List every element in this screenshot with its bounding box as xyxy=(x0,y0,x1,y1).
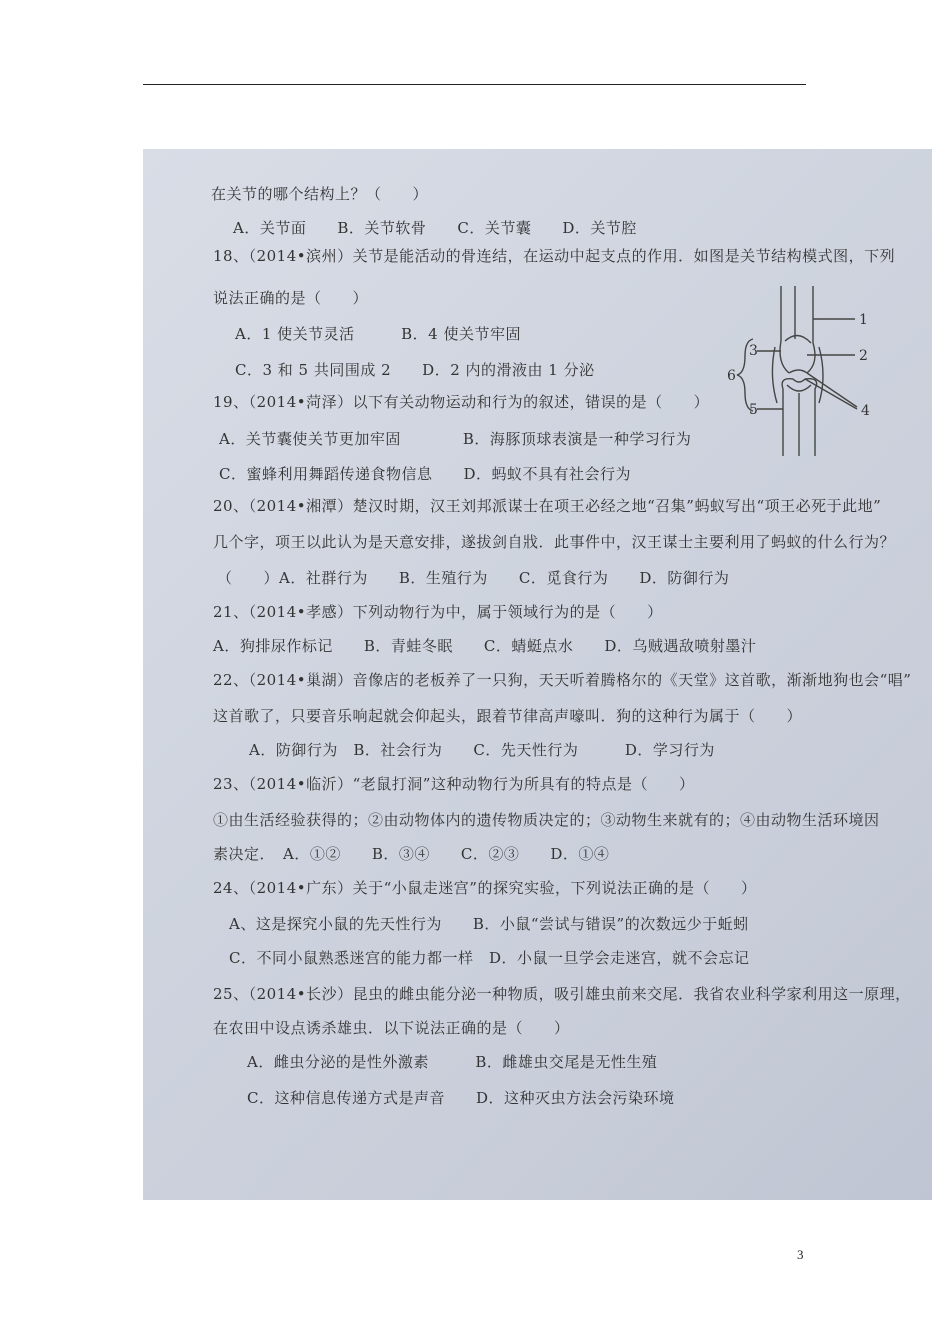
text-line: C．蜜蜂利用舞蹈传递食物信息 D．蚂蚁不具有社会行为 xyxy=(219,465,632,483)
text-line: ①由生活经验获得的；②由动物体内的遗传物质决定的；③动物生来就有的；④由动物生活环境因 xyxy=(213,811,880,829)
page-number: 3 xyxy=(797,1247,804,1262)
text-line: A、这是探究小鼠的先天性行为 B．小鼠“尝试与错误”的次数远少于蚯蚓 xyxy=(229,915,749,933)
text-line: 在农田中设点诱杀雄虫．以下说法正确的是（ ） xyxy=(213,1019,570,1037)
question-21: 21、（2014•孝感）下列动物行为中，属于领域行为的是（ ） xyxy=(213,603,663,621)
header-rule xyxy=(143,84,806,85)
text-line: 这首歌了，只要音乐响起就会仰起头，跟着节律高声嚎叫．狗的这种行为属于（ ） xyxy=(213,707,803,725)
joint-structure-diagram xyxy=(723,281,898,459)
question-18: 18、（2014•滨州）关节是能活动的骨连结，在运动中起支点的作用．如图是关节结构模式图，下列 xyxy=(213,247,896,265)
text-line: A．雌虫分泌的是性外激素 B．雌雄虫交尾是无性生殖 xyxy=(247,1053,658,1071)
scanned-page-photo xyxy=(143,149,932,1200)
text-line: C．3 和 5 共同围成 2 D．2 内的滑液由 1 分泌 xyxy=(235,361,595,379)
diagram-label: 6 xyxy=(727,368,736,384)
text-line: 素决定． A．①② B．③④ C．②③ D．①④ xyxy=(213,845,610,863)
question-20: 20、（2014•湘潭）楚汉时期，汉王刘邦派谋士在项王必经之地“召集”蚂蚁写出“项王必死于此地” xyxy=(213,497,882,515)
text-line: （ ）A．社群行为 B．生殖行为 C．觅食行为 D．防御行为 xyxy=(217,569,730,587)
diagram-label: 2 xyxy=(859,348,868,364)
text-line: C．不同小鼠熟悉迷宫的能力都一样 D．小鼠一旦学会走迷宫，就不会忘记 xyxy=(229,949,750,967)
question-19: 19、（2014•菏泽）以下有关动物运动和行为的叙述，错误的是（ ） xyxy=(213,393,710,411)
text-line: C．这种信息传递方式是声音 D．这种灭虫方法会污染环境 xyxy=(247,1089,675,1107)
diagram-label: 1 xyxy=(859,312,868,328)
text-line: 在关节的哪个结构上？（ ） xyxy=(211,185,429,203)
text-line: A．1 使关节灵活 B．4 使关节牢固 xyxy=(235,325,521,343)
text-line: A．关节囊使关节更加牢固 B．海豚顶球表演是一种学习行为 xyxy=(219,430,692,448)
question-25: 25、（2014•长沙）昆虫的雌虫能分泌一种物质，吸引雄虫前来交尾．我省农业科学家利用这一原理， xyxy=(213,985,911,1003)
diagram-label: 3 xyxy=(749,343,758,359)
diagram-label: 4 xyxy=(861,403,870,419)
diagram-label: 5 xyxy=(749,402,758,418)
question-24: 24、（2014•广东）关于“小鼠走迷宫”的探究实验，下列说法正确的是（ ） xyxy=(213,879,757,897)
text-line: 说法正确的是（ ） xyxy=(213,289,369,307)
question-22: 22、（2014•巢湖）音像店的老板养了一只狗，天天听着腾格尔的《天堂》这首歌，渐渐地狗也会“唱” xyxy=(213,671,912,689)
text-line: 几个字，项王以此认为是天意安排，遂拔剑自戕．此事件中，汉王谋士主要利用了蚂蚁的什么行为？ xyxy=(213,533,896,551)
text-line: A．防御行为 B．社会行为 C．先天性行为 D．学习行为 xyxy=(249,741,715,759)
question-23: 23、（2014•临沂）“老鼠打洞”这种动物行为所具有的特点是（ ） xyxy=(213,775,695,793)
text-line: A．关节面 B．关节软骨 C．关节囊 D．关节腔 xyxy=(233,219,637,237)
text-line: A．狗排尿作标记 B．青蛙冬眠 C．蜻蜓点水 D．乌贼遇敌喷射墨汁 xyxy=(213,637,757,655)
